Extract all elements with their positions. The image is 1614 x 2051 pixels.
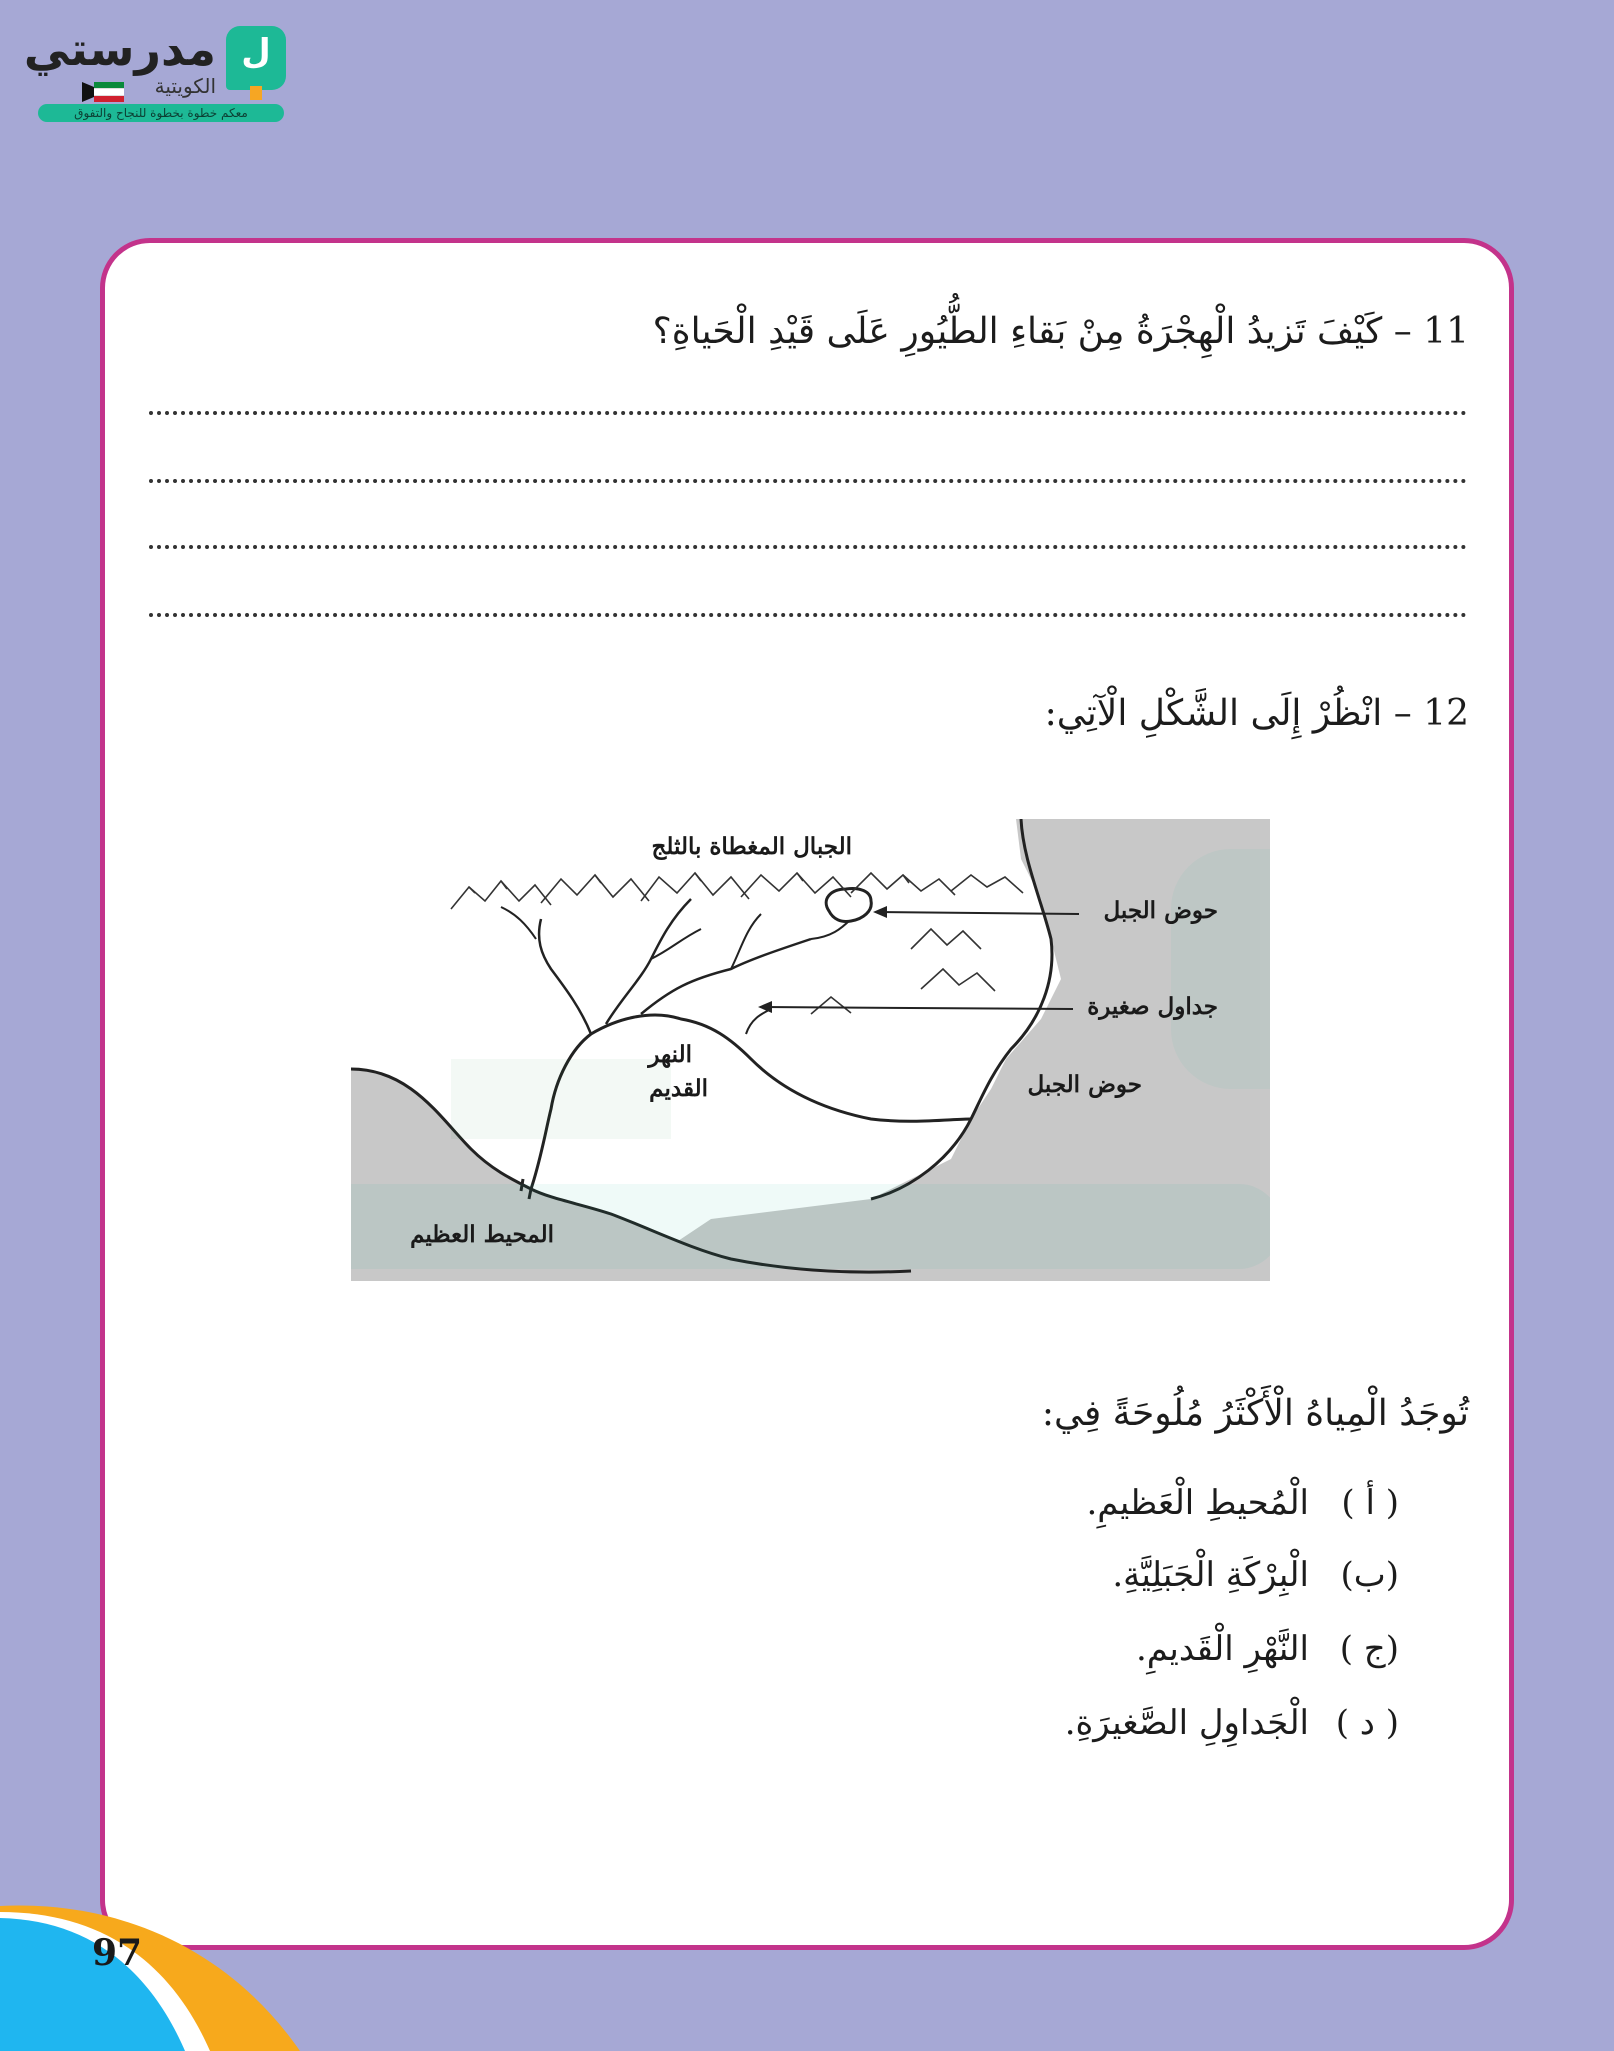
madrasati-logo — [23, 22, 288, 122]
page-number: 97 — [92, 1932, 143, 1974]
label-old-river-2: القديم — [649, 1075, 708, 1102]
option-a-text: الْمُحيطِ الْعَظيمِ. — [1086, 1483, 1309, 1523]
option-d-text: الْجَداوِلِ الصَّغيرَةِ. — [1064, 1703, 1309, 1743]
river-diagram-drawing — [351, 819, 1270, 1281]
option-d[interactable] — [1065, 1703, 1399, 1743]
option-a[interactable] — [1086, 1483, 1399, 1523]
page-corner-decoration — [0, 1900, 340, 2051]
logo-brand: مدرستي — [23, 22, 216, 76]
option-c-text: النَّهْرِ الْقَديمِ. — [1135, 1629, 1309, 1669]
label-old-river-1: النهر — [648, 1041, 692, 1068]
option-b-key: (ب) — [1340, 1555, 1399, 1595]
logo-country: الكويتية — [154, 74, 216, 98]
label-great-ocean: المحيط العظيم — [410, 1221, 554, 1248]
worksheet-card — [100, 238, 1514, 1950]
option-c-key: (ج ) — [1339, 1629, 1399, 1669]
answer-line-3[interactable] — [149, 545, 1467, 549]
label-small-streams: جداول صغيرة — [1087, 993, 1218, 1020]
answer-line-4[interactable] — [149, 613, 1467, 617]
option-b[interactable] — [1112, 1555, 1399, 1595]
logo-badge-icon: ل — [226, 26, 286, 90]
label-mountain-basin-right: حوض الجبل — [1027, 1071, 1142, 1098]
label-mountain-basin-top: حوض الجبل — [1103, 897, 1218, 924]
answer-line-2[interactable] — [149, 479, 1467, 483]
option-c[interactable] — [1136, 1629, 1399, 1669]
question-11: 11 – كَيْفَ تَزيدُ الْهِجْرَةُ مِنْ بَقاءِ الطُّيُورِ عَلَى قَيْدِ الْحَياةِ؟ — [652, 311, 1469, 352]
label-snow-mountains: الجبال المغطاة بالثلج — [651, 833, 852, 860]
answer-line-1[interactable] — [149, 411, 1467, 415]
option-a-key: ( أ ) — [1341, 1483, 1399, 1523]
logo-slogan: معكم خطوة بخطوة للنجاح والتفوق — [38, 104, 284, 122]
kuwait-flag-icon — [82, 82, 124, 102]
river-diagram — [351, 819, 1270, 1281]
mcq-stem: تُوجَدُ الْمِياهُ الْأَكْثَرُ مُلُوحَةً فِي: — [1041, 1393, 1469, 1434]
question-12: 12 – انْظُرْ إِلَى الشَّكْلِ الْآتِي: — [1044, 693, 1469, 734]
option-b-text: الْبِرْكَةِ الْجَبَلِيَّةِ. — [1112, 1555, 1309, 1595]
option-d-key: ( د ) — [1335, 1703, 1399, 1743]
